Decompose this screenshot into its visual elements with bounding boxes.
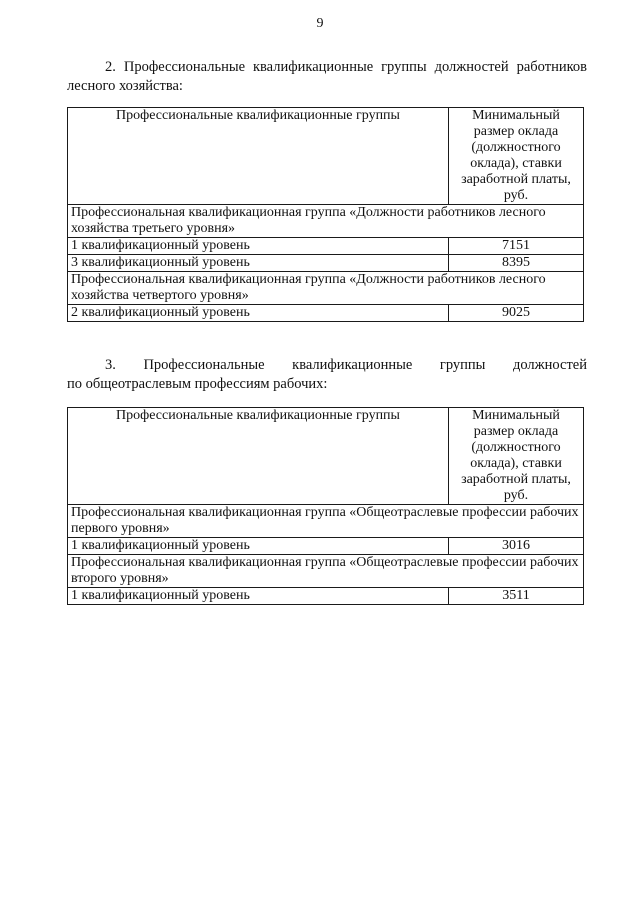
- group-row: [68, 505, 584, 538]
- group-title: Профессиональная квалификационная группа «Должности работников лесного хозяйства третьего уровня»: [68, 205, 584, 238]
- table-row: [68, 238, 584, 255]
- salary-value: 8395: [449, 255, 584, 272]
- forestry-qualification-table: [67, 107, 584, 322]
- section-3-heading-line-2: по общеотраслевым профессиям рабочих:: [67, 376, 328, 392]
- salary-value: 3016: [449, 538, 584, 555]
- column-header-groups: Профессиональные квалификационные группы: [68, 108, 449, 205]
- table-row: [68, 255, 584, 272]
- group-row: [68, 555, 584, 588]
- section-3-heading-line-1: [67, 356, 587, 375]
- section-2-heading: 2. Профессиональные квалификационные группы должностей работников лесного хозяйства:: [67, 59, 587, 94]
- page-number: 9: [316, 16, 324, 31]
- heading-word: Профессиональные: [143, 357, 265, 373]
- salary-value: 7151: [449, 238, 584, 255]
- column-header-min-salary: Минимальный размер оклада (должностного оклада), ставки заработной платы, руб.: [449, 108, 584, 205]
- column-header-groups: Профессиональные квалификационные группы: [68, 408, 449, 505]
- heading-word: группы: [439, 357, 486, 373]
- group-title: Профессиональная квалификационная группа «Общеотраслевые профессии рабочих второго уровня»: [68, 555, 584, 588]
- table-row: [68, 305, 584, 322]
- qualification-level: 1 квалификационный уровень: [68, 238, 449, 255]
- salary-value: 3511: [449, 588, 584, 605]
- qualification-level: 2 квалификационный уровень: [68, 305, 449, 322]
- group-title: Профессиональная квалификационная группа «Общеотраслевые профессии рабочих первого уровня»: [68, 505, 584, 538]
- group-title: Профессиональная квалификационная группа «Должности работников лесного хозяйства четвертого уровня»: [68, 272, 584, 305]
- column-header-min-salary: Минимальный размер оклада (должностного оклада), ставки заработной платы, руб.: [449, 408, 584, 505]
- table-header-row: [68, 108, 584, 205]
- table-header-row: [68, 408, 584, 505]
- table-row: [68, 588, 584, 605]
- salary-value: 9025: [449, 305, 584, 322]
- qualification-level: 1 квалификационный уровень: [68, 588, 449, 605]
- table-row: [68, 538, 584, 555]
- qualification-level: 3 квалификационный уровень: [68, 255, 449, 272]
- section-3-heading: [67, 356, 587, 394]
- heading-word: квалификационные: [292, 357, 413, 373]
- qualification-level: 1 квалификационный уровень: [68, 538, 449, 555]
- heading-word: 3.: [105, 357, 116, 373]
- heading-word: должностей: [512, 357, 587, 373]
- workers-qualification-table: [67, 407, 584, 605]
- group-row: [68, 272, 584, 305]
- group-row: [68, 205, 584, 238]
